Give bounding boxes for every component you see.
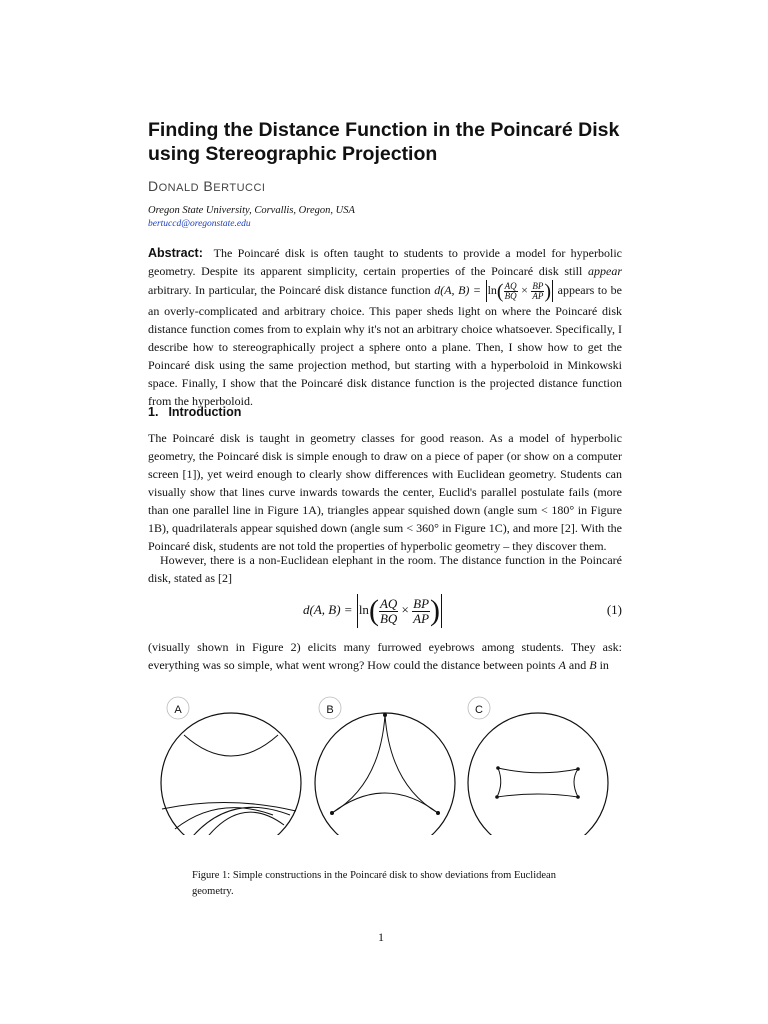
panel-c-quad-side-bottom [497,794,578,797]
author-last-rest: ERTUCCI [213,182,266,194]
author-first-initial: D [148,178,159,194]
panel-b-vertex-left [330,811,334,815]
display-formula-ln: ln [358,601,369,617]
affiliation: Oregon State University, Corvallis, Oregon, USA [148,205,355,216]
display-formula-num-1: AQ [379,595,398,611]
display-formula-num-2: BP [413,595,430,611]
author-first-rest: ONALD [158,182,200,194]
panel-c-quad-side-left [497,768,501,797]
panel-c-vertex-4 [495,795,499,799]
formula-num-1: AQ [504,280,517,291]
display-equation-1 [148,590,622,634]
display-formula-times: × [401,601,409,617]
intro-paragraph-2: However, there is a non-Euclidean elephant in the room. The distance function in the Poincaré disk, stated as [2] [148,553,622,585]
abstract-text-2: arbitrary. In particular, the Poincaré disk distance function [148,282,435,297]
author-last-initial: B [203,178,214,194]
panel-c-quad-side-top [498,768,578,773]
formula-lhs: d(A, B) = [434,282,485,297]
section-heading-introduction [148,405,241,419]
panel-a-geodesic [184,735,278,756]
abstract-emphasis: appear [588,264,622,278]
abstract [148,244,622,410]
paper-title: Finding the Distance Function in the Poincaré Disk using Stereographic Projection [148,119,620,165]
intro-paragraph-3-c: in [596,658,609,672]
panel-c-disk [468,713,608,835]
formula-den-1: BQ [504,290,517,301]
display-formula-den-2: AP [413,610,430,626]
abstract-label: Abstract: [148,246,203,260]
panel-c-vertex-1 [496,766,500,770]
panel-a-parallel-line-3 [188,807,290,835]
panel-a-label: A [174,704,182,716]
panel-c [468,697,608,835]
panel-a-parallel-line-2 [175,808,273,829]
panel-a-parallel-line-4 [200,812,284,835]
panel-c-label: C [475,704,483,716]
display-distance-formula: d(A, B) = ln( $\frac{AQ}{BQ}$ × $\frac{BP}{AP}$ ) [303,594,441,627]
intro-paragraph-3 [148,638,622,674]
panel-a [161,697,301,835]
figure-1 [148,695,622,835]
page-number: 1 [378,930,384,944]
figure-1-caption: Figure 1: Simple constructions in the Poincaré disk to show deviations from Euclidean geometry. [192,870,556,897]
equation-number: (1) [606,602,622,617]
display-formula-den-1: BQ [379,610,398,626]
panel-b-disk [315,713,455,835]
panel-c-vertex-3 [576,795,580,799]
intro-paragraph-3-a: (visually shown in Figure 2) elicits many furrowed eyebrows among students. They ask: everything was so simple, what went wrong? How could the distance between points [148,640,622,672]
variable-b: B [589,658,597,672]
formula-den-2: AP [532,290,544,301]
panel-c-quad-side-right [574,769,578,797]
panel-b [315,697,455,835]
formula-times: × [521,282,528,297]
abstract-text-1: The Poincaré disk is often taught to students to provide a model for hyperbolic geometry. Despite its apparent simplicity, certain properties of the Poincaré disk still [148,246,623,278]
formula-num-2: BP [532,280,544,291]
figure-1-drawing [148,695,622,835]
section-number: 1. [148,405,159,419]
author-email[interactable]: bertuccd@oregonstate.edu [148,219,251,229]
intro-paragraph-3-b: and [565,658,590,672]
section-title: Introduction [168,405,242,419]
intro-paragraph-1: The Poincaré disk is taught in geometry classes for good reason. As a model of hyperbolic geometry, the Poincaré disk is simple enough to draw on a piece of paper (or show on a computer screen [1]), yet weird enough to clearly show differences with Euclidean geometry. Students can visually show that lines curve inwards towards the center, Euclid's parallel postulate fails (more than one parallel line in Figure 1A), triangles appear squished down (angle sum < 180° in Figure 1B), quadrilaterals appear squished down (angle sum < 360° in Figure 1C), and more [2]. With the Poincaré disk, students are not told the properties of hyperbolic geometry – they discover them. [148,431,622,553]
author-name [148,178,265,194]
formula-ln: ln [487,282,497,297]
panel-c-vertex-2 [576,767,580,771]
abstract-text-3: appears to be an overly-complicated and arbitrary choice. This paper sheds light on where the Poincaré disk distance function comes from to explain why it's not an arbitrary choice whatsoever. Specifically, I describe how to stereographically project a sphere onto a plane. Then, I show how to get the Poincaré disk using the same projection method, but starting with a hyperboloid in Minkowski space. Finally, I show that the Poincaré disk distance function is the projected distance function from the hyperboloid. [148,282,622,408]
panel-b-vertex-top [383,713,387,717]
panel-b-vertex-right [436,811,440,815]
inline-distance-formula: d(A, B) = ln( $\frac{AQ}{BQ}$ × $\frac{BP}{AP}$ ) [434,280,552,302]
variable-a: A [558,658,566,672]
panel-a-parallel-line-1 [162,802,296,811]
display-formula-lhs: d(A, B) = [303,601,356,617]
panel-b-label: B [326,704,334,716]
panel-b-triangle-side-3 [332,793,438,813]
